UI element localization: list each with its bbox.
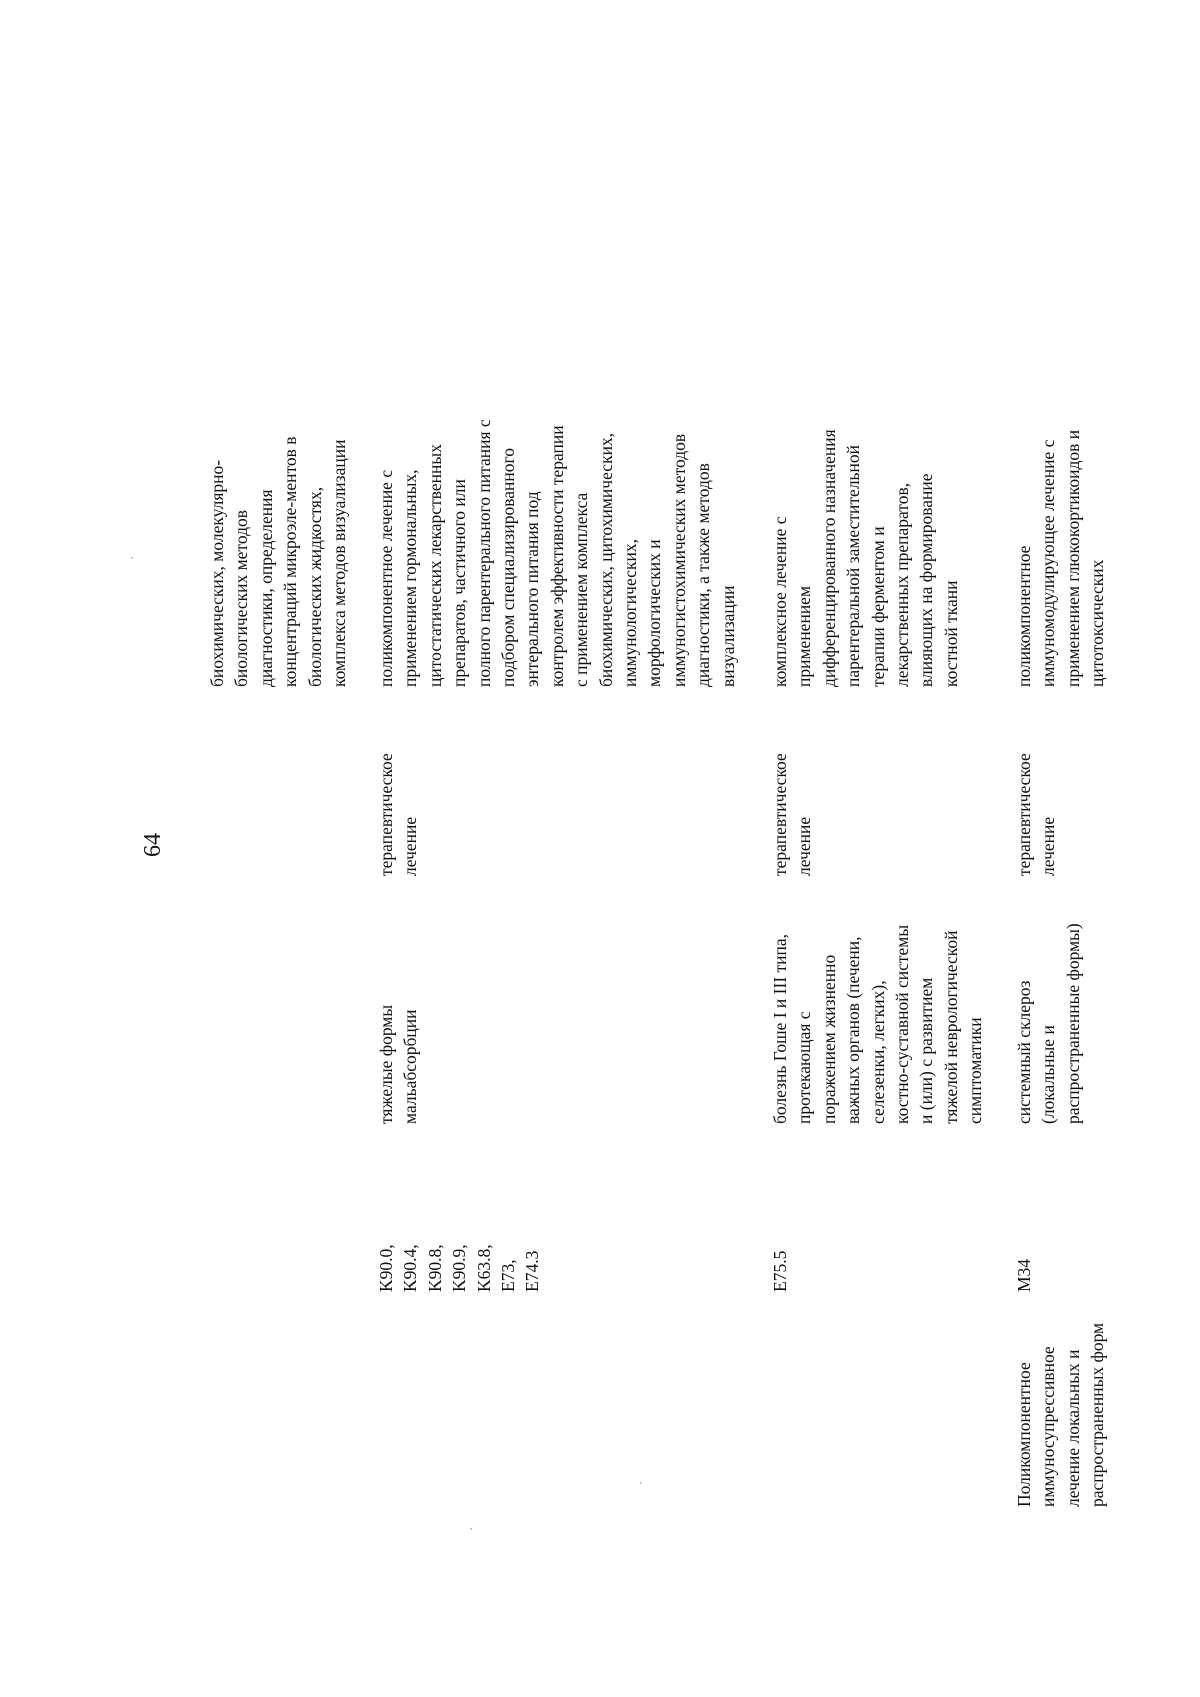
text-line: контролем эффективности терапии: [546, 425, 567, 687]
text-line: мальабсорбции: [400, 1009, 421, 1124]
text-line: с применением комплекса: [571, 492, 592, 687]
text-line: поражением жизненно: [818, 954, 839, 1124]
text-line: комплекса методов визуализации: [329, 439, 350, 687]
text-line: терапевтическое: [770, 753, 790, 876]
text-line: K90.9,: [449, 1244, 470, 1292]
text-line: протекающая с: [794, 1011, 815, 1124]
text-line: костной ткани: [940, 580, 961, 687]
text-line: K90.4,: [400, 1244, 421, 1292]
text-line: болезнь Гоше I и III типа,: [770, 933, 790, 1124]
text-line: биологических жидкостях,: [304, 486, 325, 687]
text-line: E73,: [498, 1259, 519, 1292]
text-line: важных органов (печени,: [843, 936, 864, 1124]
text-line: тяжелой неврологической: [940, 930, 961, 1124]
scan-speck: [640, 1482, 642, 1484]
text-line: биохимических, цитохимических,: [595, 432, 616, 687]
row-1-codes-cell: [374, 1244, 545, 1292]
text-line: терапии ферментом и: [867, 526, 888, 687]
text-line: применением: [794, 585, 815, 687]
text-line: терапевтическое: [376, 753, 396, 876]
row-3-disease-cell: [1012, 923, 1085, 1124]
text-line: подбором специализированного: [498, 448, 519, 687]
text-line: лечение: [1038, 816, 1059, 876]
text-line: поликомпонентное: [1014, 545, 1034, 687]
row-3-group-cell: [1012, 1323, 1110, 1507]
scan-speck: [470, 1528, 472, 1530]
row-3-codes-cell: [1012, 1259, 1036, 1292]
text-line: применением гормональных,: [400, 469, 421, 687]
text-line: тяжелые формы: [376, 1004, 396, 1124]
text-line: морфологических и: [644, 539, 665, 687]
text-line: иммуногистохимических методов: [668, 433, 689, 687]
text-line: цитостатических лекарственных: [424, 444, 445, 687]
text-line: E74.3: [522, 1250, 543, 1292]
row-3-method-cell: [1012, 430, 1110, 687]
row-2-codes-cell: [768, 1251, 792, 1292]
row-2-treatment-type-cell: [768, 753, 817, 876]
text-line: лечение: [400, 816, 421, 876]
page-number: 64: [140, 833, 166, 857]
text-line: E75.5: [770, 1250, 790, 1292]
row-1-treatment-type-cell: [374, 753, 423, 876]
text-line: K63.8,: [473, 1244, 494, 1292]
row-1-method-cell: [374, 419, 740, 687]
scan-speck: [131, 557, 133, 559]
text-line: K90.0,: [376, 1244, 396, 1292]
text-line: лекарственных препаратов,: [892, 482, 913, 687]
text-line: терапевтическое: [1014, 753, 1034, 876]
text-line: визуализации: [717, 585, 738, 687]
text-line: костно-суставной системы: [892, 924, 913, 1124]
text-line: иммуносупрессивное: [1038, 1346, 1059, 1507]
text-line: распространенные формы): [1062, 923, 1083, 1124]
text-line: (локальные и: [1038, 1025, 1059, 1124]
text-line: распространенных форм: [1087, 1322, 1108, 1507]
text-line: лечение: [794, 816, 815, 876]
text-line: биологических методов: [231, 510, 252, 687]
row-2-disease-cell: [768, 925, 988, 1124]
text-line: диагностики, а также методов: [693, 463, 714, 687]
row-3-treatment-type-cell: [1012, 753, 1061, 876]
row-0-method-cell: [205, 436, 351, 687]
text-line: парентеральной заместительной: [843, 444, 864, 687]
text-line: диагностики, определения: [255, 489, 276, 687]
text-line: цитотоксических: [1087, 559, 1108, 687]
text-line: системный склероз: [1014, 980, 1034, 1124]
text-line: комплексное лечение с: [770, 516, 790, 687]
text-line: биохимических, молекулярно-: [207, 459, 227, 687]
text-line: полного парентерального питания с: [473, 419, 494, 687]
text-line: K90.8,: [424, 1244, 445, 1292]
row-2-method-cell: [768, 429, 963, 687]
text-line: поликомпонентное лечение с: [376, 469, 396, 687]
text-line: селезенки, легких),: [867, 980, 888, 1124]
text-line: иммуномодулирующее лечение с: [1038, 439, 1059, 687]
text-line: иммунологических,: [620, 539, 641, 687]
text-line: препаратов, частичного или: [449, 479, 470, 687]
text-line: энтерального питания под: [522, 491, 543, 687]
row-1-disease-cell: [374, 1005, 423, 1124]
text-line: влияющих на формирование: [916, 473, 937, 687]
text-line: и (или) с развитием: [916, 977, 937, 1124]
text-line: M34: [1014, 1258, 1034, 1292]
text-line: дифференцированного назначения: [818, 429, 839, 687]
text-line: применением глюкокортикоидов и: [1062, 429, 1083, 687]
text-line: симптоматики: [965, 1017, 986, 1124]
text-line: лечение локальных и: [1062, 1349, 1083, 1507]
text-line: Поликомпонентное: [1014, 1362, 1034, 1507]
text-line: концентраций микроэле-ментов в: [280, 436, 301, 687]
